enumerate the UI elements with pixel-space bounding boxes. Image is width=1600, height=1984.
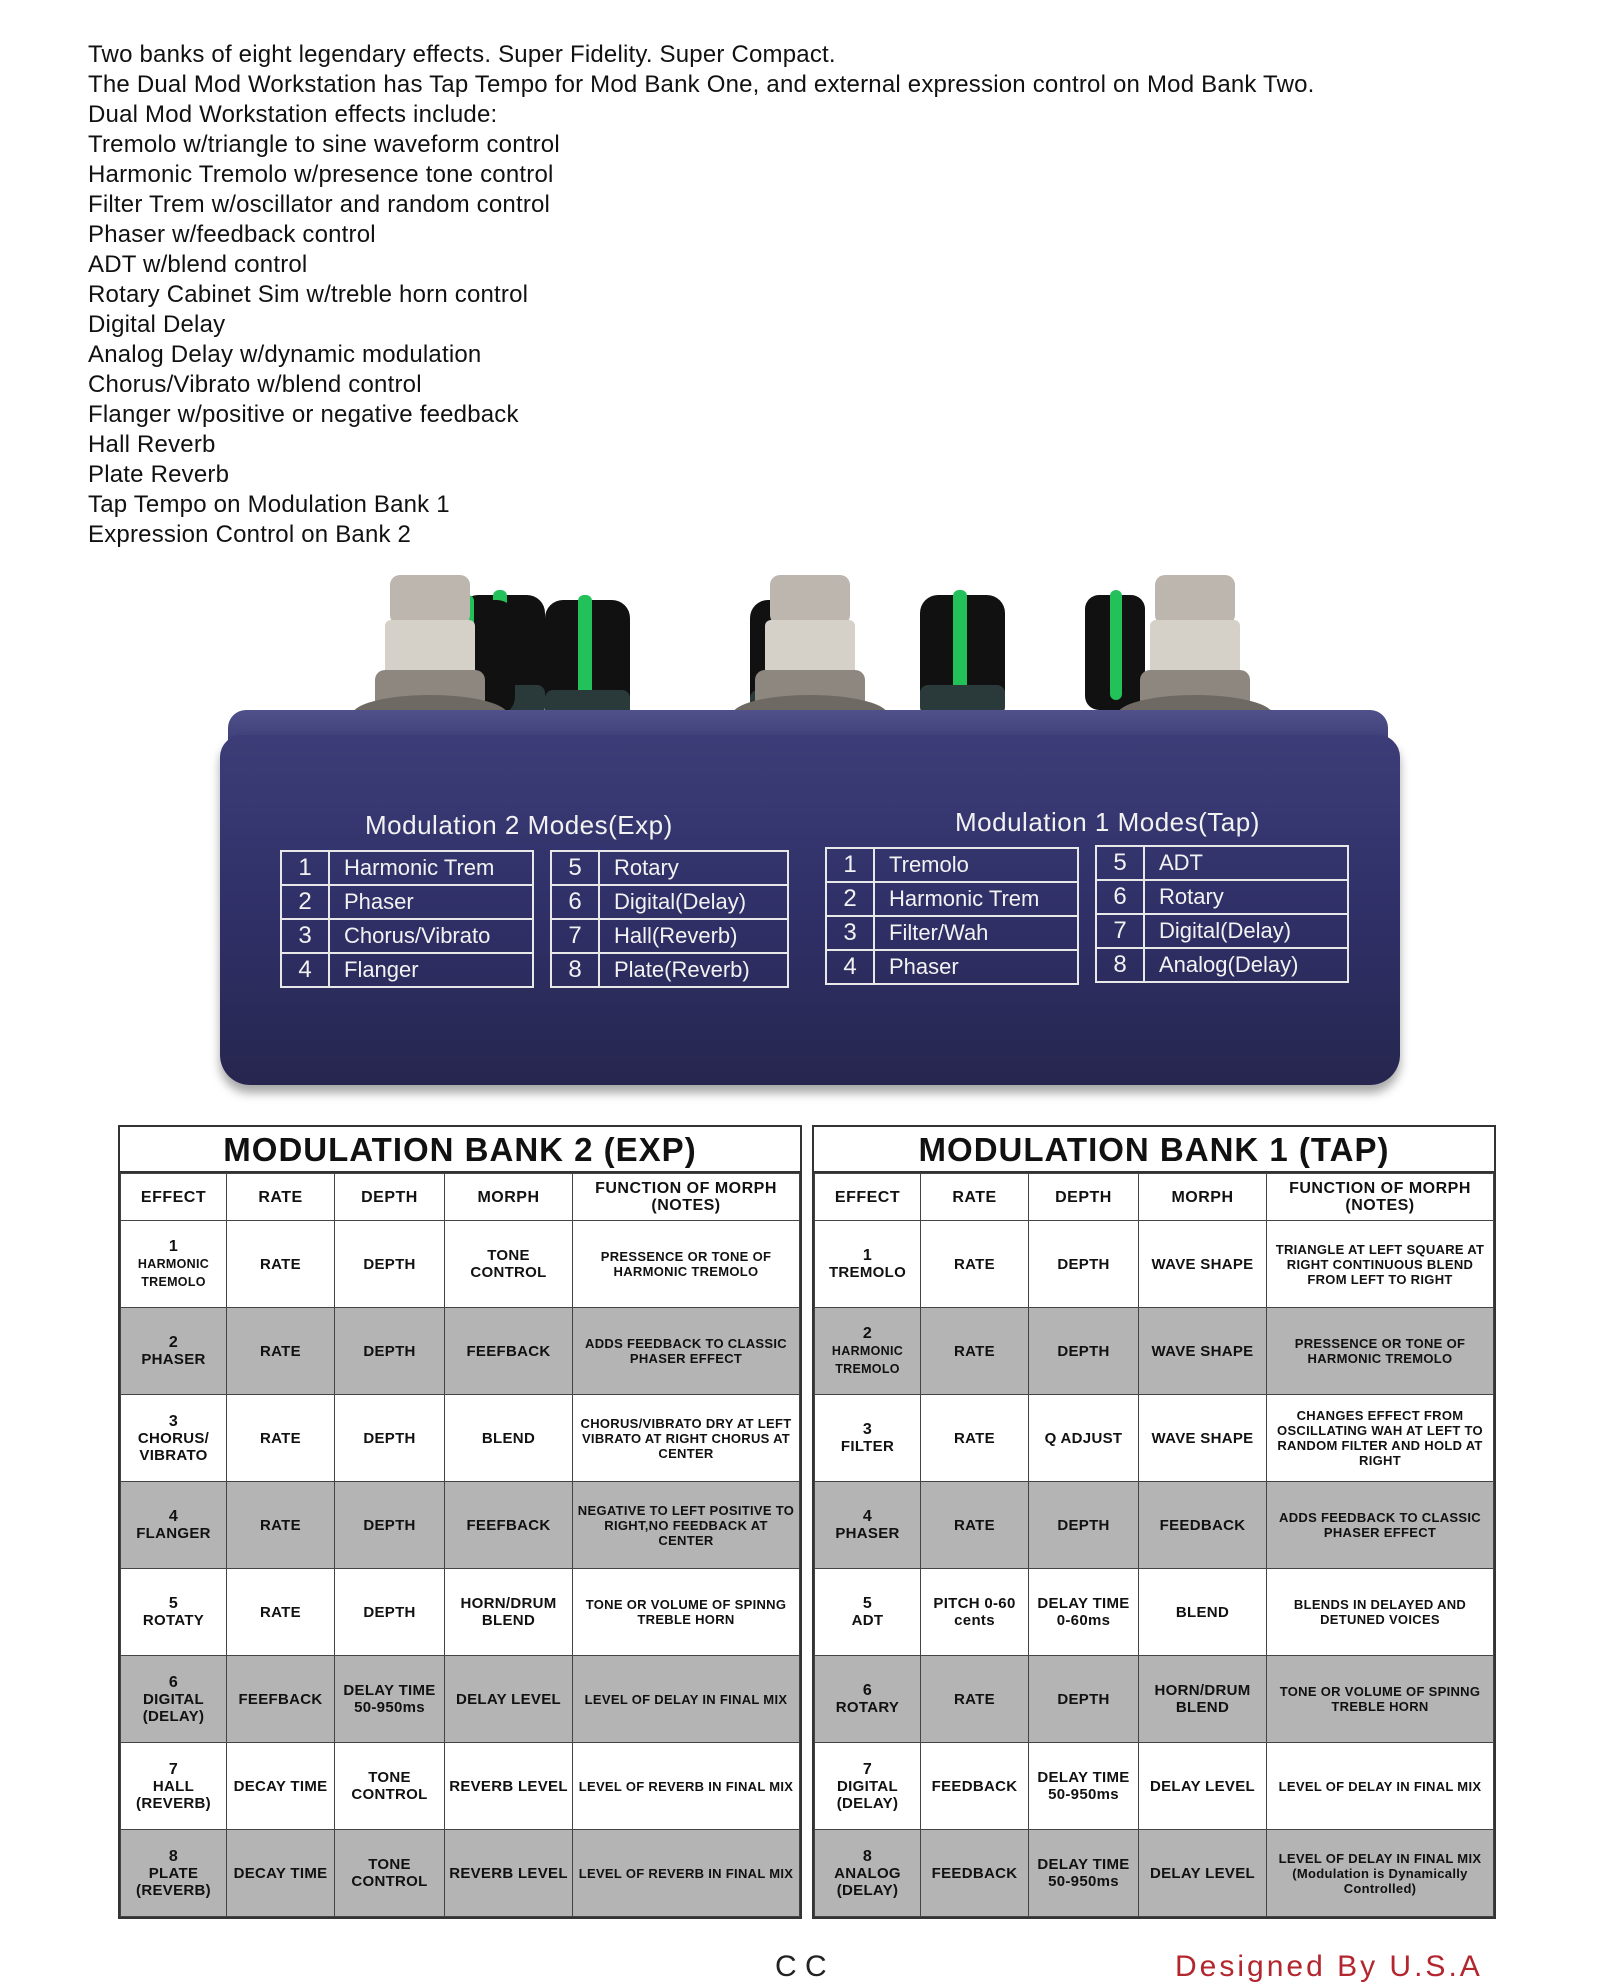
morph-cell: FEEDBACK <box>1139 1482 1267 1569</box>
mode-name: ADT <box>1159 850 1203 875</box>
mode-row <box>1097 913 1347 947</box>
mod1-modes-title: Modulation 1 Modes(Tap) <box>955 807 1260 837</box>
mode-row <box>552 918 787 952</box>
mode-name: Harmonic Trem <box>889 886 1040 911</box>
morph-cell: HORN/DRUM BLEND <box>445 1569 573 1656</box>
mode-number: 3 <box>827 917 875 949</box>
effect-cell: 8 PLATE (REVERB) <box>121 1830 227 1917</box>
rate-cell: RATE <box>921 1656 1029 1743</box>
mod2-modes-right <box>550 850 789 988</box>
mode-row <box>827 849 1077 881</box>
intro-line: Plate Reverb <box>88 461 230 488</box>
column-header: RATE <box>227 1174 335 1221</box>
column-header: FUNCTION OF MORPH (NOTES) <box>573 1174 800 1221</box>
column-header: EFFECT <box>815 1174 921 1221</box>
mode-name: Rotary <box>1159 884 1224 909</box>
notes-cell: LEVEL OF REVERB IN FINAL MIX <box>573 1743 800 1830</box>
table-row <box>121 1656 800 1743</box>
notes-cell: ADDS FEEDBACK TO CLASSIC PHASER EFFECT <box>573 1308 800 1395</box>
intro-line: Hall Reverb <box>88 431 216 458</box>
modulation-bank-2-table <box>118 1125 802 1919</box>
mode-number: 7 <box>1097 915 1145 947</box>
mode-row <box>1097 947 1347 981</box>
notes-cell: ADDS FEEDBACK TO CLASSIC PHASER EFFECT <box>1267 1482 1494 1569</box>
intro-line: Dual Mod Workstation effects include: <box>88 101 498 128</box>
column-header: FUNCTION OF MORPH (NOTES) <box>1267 1174 1494 1221</box>
intro-line: The Dual Mod Workstation has Tap Tempo for Mod Bank One, and external expression control on Mod Bank Two. <box>88 71 1315 98</box>
column-header: MORPH <box>445 1174 573 1221</box>
notes-cell: TONE OR VOLUME OF SPINNG TREBLE HORN <box>1267 1656 1494 1743</box>
pedal-illustration <box>200 560 1420 1100</box>
table-row <box>815 1482 1494 1569</box>
rate-cell: FEEDBACK <box>921 1743 1029 1830</box>
depth-cell: DEPTH <box>335 1308 445 1395</box>
column-header: DEPTH <box>335 1174 445 1221</box>
mode-name: Flanger <box>344 957 419 982</box>
morph-cell: DELAY LEVEL <box>445 1656 573 1743</box>
mode-row <box>827 949 1077 983</box>
notes-cell: PRESSENCE OR TONE OF HARMONIC TREMOLO <box>1267 1308 1494 1395</box>
mode-number: 5 <box>1097 847 1145 879</box>
mod2-modes-title: Modulation 2 Modes(Exp) <box>365 810 673 840</box>
effect-cell: 3 CHORUS/ VIBRATO <box>121 1395 227 1482</box>
table-row <box>815 1656 1494 1743</box>
rate-cell: RATE <box>227 1569 335 1656</box>
mode-name: Digital(Delay) <box>1159 918 1292 943</box>
mode-row <box>282 918 532 952</box>
effect-cell: 1 TREMOLO <box>815 1221 921 1308</box>
intro-line: Tap Tempo on Modulation Bank 1 <box>88 491 450 518</box>
effect-cell: 6 ROTARY <box>815 1656 921 1743</box>
effect-cell: 2 HARMONIC TREMOLO <box>815 1308 921 1395</box>
rate-cell: RATE <box>227 1308 335 1395</box>
notes-cell: PRESSENCE OR TONE OF HARMONIC TREMOLO <box>573 1221 800 1308</box>
depth-cell: DEPTH <box>335 1569 445 1656</box>
notes-cell: BLENDS IN DELAYED AND DETUNED VOICES <box>1267 1569 1494 1656</box>
depth-cell: DEPTH <box>1029 1656 1139 1743</box>
intro-line: Two banks of eight legendary effects. Super Fidelity. Super Compact. <box>88 41 836 68</box>
mode-row <box>282 884 532 918</box>
morph-cell: REVERB LEVEL <box>445 1830 573 1917</box>
table-row <box>815 1569 1494 1656</box>
mode-number: 1 <box>282 852 330 884</box>
mode-number: 8 <box>552 954 600 986</box>
depth-cell: DEPTH <box>335 1482 445 1569</box>
effect-cell: 5 ADT <box>815 1569 921 1656</box>
mode-row <box>552 884 787 918</box>
rate-cell: DECAY TIME <box>227 1830 335 1917</box>
intro-line: Tremolo w/triangle to sine waveform control <box>88 131 560 158</box>
intro-line: ADT w/blend control <box>88 251 308 278</box>
effect-cell: 7 DIGITAL (DELAY) <box>815 1743 921 1830</box>
rate-cell: RATE <box>227 1482 335 1569</box>
mode-number: 6 <box>1097 881 1145 913</box>
rate-cell: FEEFBACK <box>227 1656 335 1743</box>
depth-cell: Q ADJUST <box>1029 1395 1139 1482</box>
depth-cell: DELAY TIME 50-950ms <box>1029 1830 1139 1917</box>
depth-cell: TONE CONTROL <box>335 1830 445 1917</box>
depth-cell: DEPTH <box>1029 1308 1139 1395</box>
notes-cell: LEVEL OF DELAY IN FINAL MIX (Modulation is Dynamically Controlled) <box>1267 1830 1494 1917</box>
rate-cell: FEEDBACK <box>921 1830 1029 1917</box>
notes-cell: CHORUS/VIBRATO DRY AT LEFT VIBRATO AT RIGHT CHORUS AT CENTER <box>573 1395 800 1482</box>
mode-name: Filter/Wah <box>889 920 989 945</box>
morph-cell: TONE CONTROL <box>445 1221 573 1308</box>
notes-cell: CHANGES EFFECT FROM OSCILLATING WAH AT LEFT TO RANDOM FILTER AND HOLD AT RIGHT <box>1267 1395 1494 1482</box>
bank-grid <box>120 1173 800 1917</box>
effect-cell: 2 PHASER <box>121 1308 227 1395</box>
notes-cell: LEVEL OF DELAY IN FINAL MIX <box>1267 1743 1494 1830</box>
knob-icon <box>540 590 635 725</box>
effect-cell: 8 ANALOG (DELAY) <box>815 1830 921 1917</box>
morph-cell: DELAY LEVEL <box>1139 1830 1267 1917</box>
mode-number: 5 <box>552 852 600 884</box>
notes-cell: TRIANGLE AT LEFT SQUARE AT RIGHT CONTINUOUS BLEND FROM LEFT TO RIGHT <box>1267 1221 1494 1308</box>
mode-row <box>282 852 532 884</box>
morph-cell: WAVE SHAPE <box>1139 1308 1267 1395</box>
mode-number: 2 <box>827 883 875 915</box>
effect-cell: 7 HALL (REVERB) <box>121 1743 227 1830</box>
mode-name: Hall(Reverb) <box>614 923 738 948</box>
mode-number: 6 <box>552 886 600 918</box>
depth-cell: DELAY TIME 0-60ms <box>1029 1569 1139 1656</box>
morph-cell: FEEFBACK <box>445 1308 573 1395</box>
morph-cell: WAVE SHAPE <box>1139 1395 1267 1482</box>
footer-designed-by: Designed By U.S.A <box>1175 1950 1483 1983</box>
column-header: MORPH <box>1139 1174 1267 1221</box>
morph-cell: HORN/DRUM BLEND <box>1139 1656 1267 1743</box>
bank-title: MODULATION BANK 2 (EXP) <box>120 1127 800 1173</box>
intro-text <box>88 40 1568 550</box>
mode-row <box>552 852 787 884</box>
mode-row <box>552 952 787 986</box>
mod1-modes-right <box>1095 845 1349 983</box>
table-row <box>815 1308 1494 1395</box>
notes-cell: LEVEL OF DELAY IN FINAL MIX <box>573 1656 800 1743</box>
mode-name: Tremolo <box>889 852 969 877</box>
bank-grid <box>814 1173 1494 1917</box>
notes-cell: LEVEL OF REVERB IN FINAL MIX <box>573 1830 800 1917</box>
notes-cell: TONE OR VOLUME OF SPINNG TREBLE HORN <box>573 1569 800 1656</box>
table-row <box>121 1830 800 1917</box>
depth-cell: DELAY TIME 50-950ms <box>335 1656 445 1743</box>
mode-row <box>827 915 1077 949</box>
table-row <box>121 1569 800 1656</box>
effect-cell: 6 DIGITAL (DELAY) <box>121 1656 227 1743</box>
mode-name: Chorus/Vibrato <box>344 923 491 948</box>
depth-cell: DEPTH <box>1029 1482 1139 1569</box>
mode-name: Phaser <box>889 954 959 979</box>
column-header: RATE <box>921 1174 1029 1221</box>
depth-cell: DEPTH <box>335 1395 445 1482</box>
table-row <box>121 1395 800 1482</box>
mode-row <box>282 952 532 986</box>
mode-number: 8 <box>1097 949 1145 981</box>
effect-cell: 4 PHASER <box>815 1482 921 1569</box>
intro-line: Filter Trem w/oscillator and random control <box>88 191 551 218</box>
mode-number: 2 <box>282 886 330 918</box>
effect-cell: 5 ROTATY <box>121 1569 227 1656</box>
rate-cell: RATE <box>227 1221 335 1308</box>
morph-cell: BLEND <box>1139 1569 1267 1656</box>
depth-cell: TONE CONTROL <box>335 1743 445 1830</box>
intro-line: Phaser w/feedback control <box>88 221 376 248</box>
bank-title: MODULATION BANK 1 (TAP) <box>814 1127 1494 1173</box>
mode-name: Analog(Delay) <box>1159 952 1299 977</box>
morph-cell: WAVE SHAPE <box>1139 1221 1267 1308</box>
rate-cell: RATE <box>921 1221 1029 1308</box>
rate-cell: RATE <box>227 1395 335 1482</box>
rate-cell: RATE <box>921 1482 1029 1569</box>
mode-name: Plate(Reverb) <box>614 957 750 982</box>
intro-line: Analog Delay w/dynamic modulation <box>88 341 482 368</box>
table-row <box>121 1482 800 1569</box>
depth-cell: DELAY TIME 50-950ms <box>1029 1743 1139 1830</box>
effect-cell: 3 FILTER <box>815 1395 921 1482</box>
mod2-modes-left <box>280 850 534 988</box>
column-header: EFFECT <box>121 1174 227 1221</box>
intro-line: Harmonic Tremolo w/presence tone control <box>88 161 554 188</box>
mode-number: 4 <box>827 951 875 983</box>
mode-name: Digital(Delay) <box>614 889 747 914</box>
mode-name: Rotary <box>614 855 679 880</box>
effect-cell: 4 FLANGER <box>121 1482 227 1569</box>
footer-left-text: C C <box>775 1950 827 1983</box>
knob-icon <box>915 585 1010 720</box>
table-row <box>121 1743 800 1830</box>
depth-cell: DEPTH <box>335 1221 445 1308</box>
mode-row <box>1097 879 1347 913</box>
rate-cell: RATE <box>921 1308 1029 1395</box>
table-row <box>815 1221 1494 1308</box>
effect-cell: 1 HARMONIC TREMOLO <box>121 1221 227 1308</box>
table-row <box>121 1308 800 1395</box>
mode-name: Phaser <box>344 889 414 914</box>
intro-line: Expression Control on Bank 2 <box>88 521 412 548</box>
rate-cell: PITCH 0-60 cents <box>921 1569 1029 1656</box>
mode-number: 3 <box>282 920 330 952</box>
rate-cell: RATE <box>921 1395 1029 1482</box>
table-row <box>815 1395 1494 1482</box>
mod1-modes-left <box>825 847 1079 985</box>
morph-cell: BLEND <box>445 1395 573 1482</box>
intro-line: Chorus/Vibrato w/blend control <box>88 371 422 398</box>
morph-cell: FEEFBACK <box>445 1482 573 1569</box>
modulation-bank-1-table <box>812 1125 1496 1919</box>
notes-cell: NEGATIVE TO LEFT POSITIVE TO RIGHT,NO FEEDBACK AT CENTER <box>573 1482 800 1569</box>
intro-line: Digital Delay <box>88 311 226 338</box>
column-header: DEPTH <box>1029 1174 1139 1221</box>
mode-number: 4 <box>282 954 330 986</box>
intro-line: Rotary Cabinet Sim w/treble horn control <box>88 281 529 308</box>
mode-row <box>827 881 1077 915</box>
morph-cell: DELAY LEVEL <box>1139 1743 1267 1830</box>
mode-name: Harmonic Trem <box>344 855 495 880</box>
morph-cell: REVERB LEVEL <box>445 1743 573 1830</box>
depth-cell: DEPTH <box>1029 1221 1139 1308</box>
mode-row <box>1097 847 1347 879</box>
table-row <box>121 1221 800 1308</box>
mode-number: 7 <box>552 920 600 952</box>
intro-line: Flanger w/positive or negative feedback <box>88 401 519 428</box>
table-row <box>815 1743 1494 1830</box>
pedal-enclosure <box>220 735 1400 1085</box>
rate-cell: DECAY TIME <box>227 1743 335 1830</box>
mode-number: 1 <box>827 849 875 881</box>
table-row <box>815 1830 1494 1917</box>
